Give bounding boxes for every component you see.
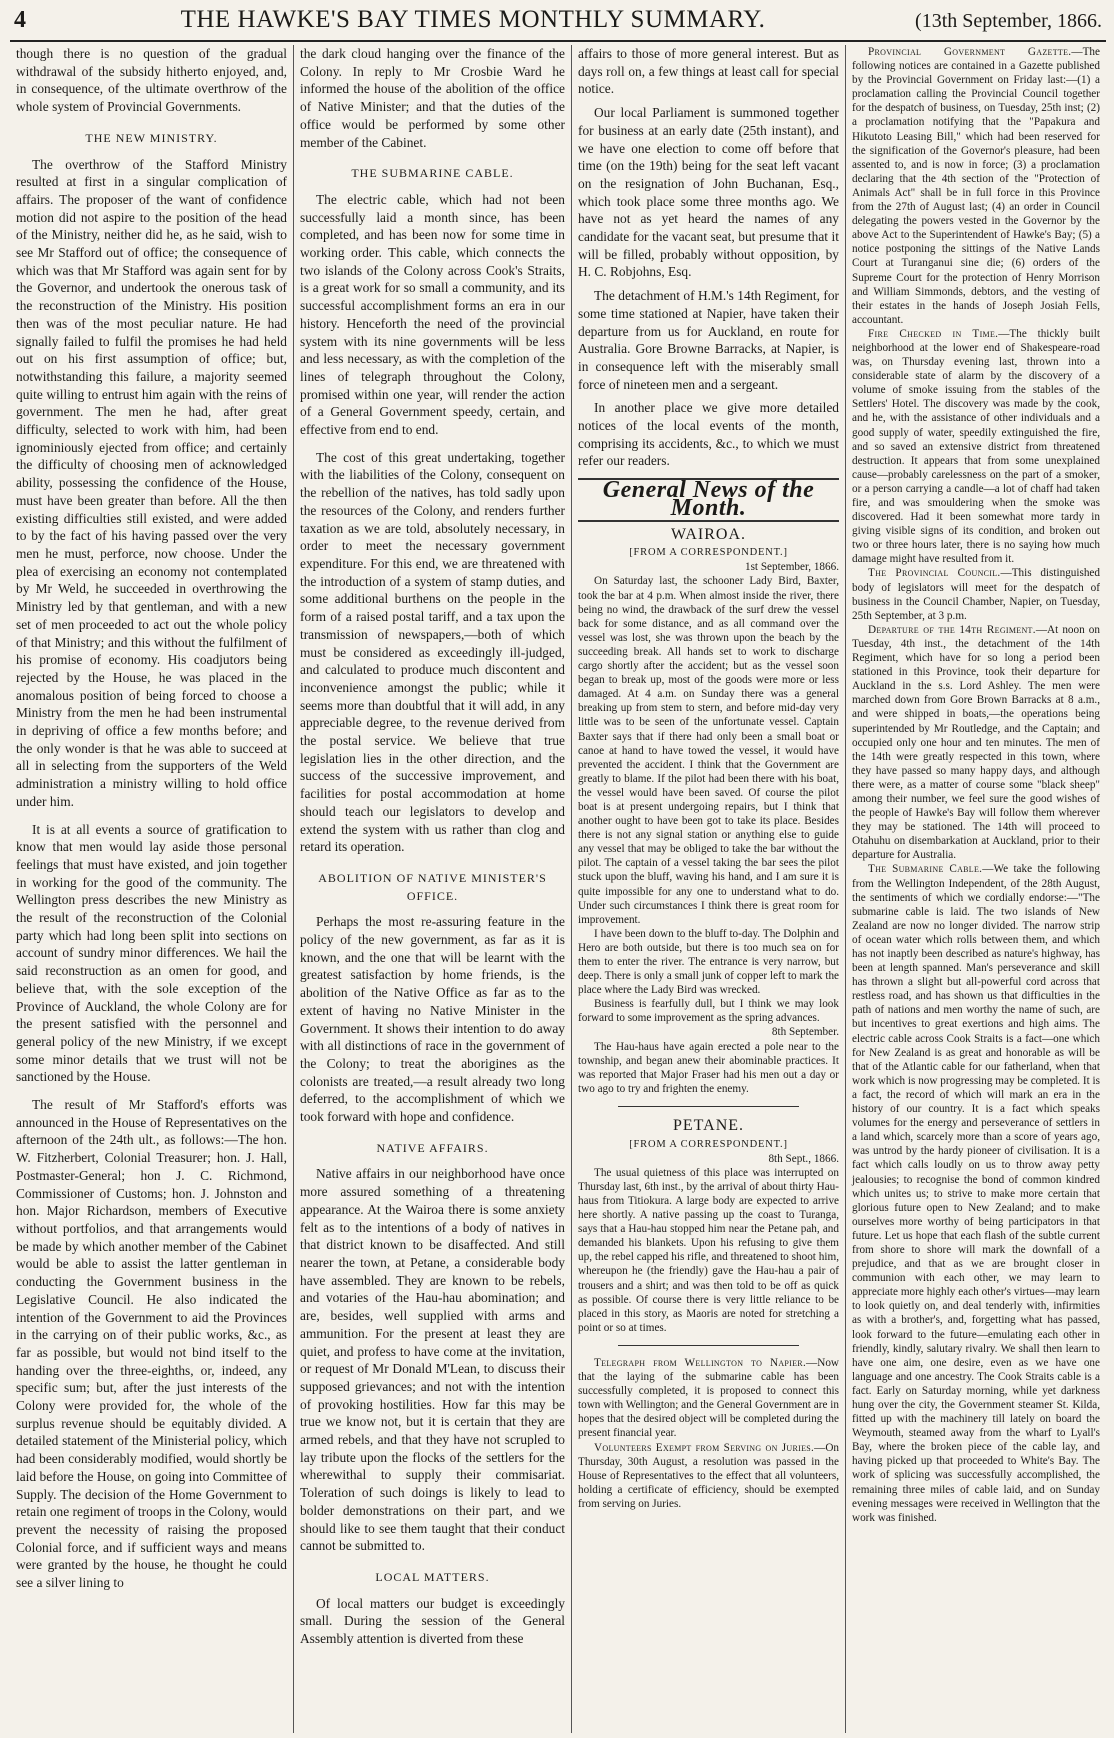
paragraph: Perhaps the most re-assuring feature in the policy of the new government, as far as it is known, and the one that will be learnt with the greatest satisfaction by home friends, is the abolition of the Native Office as far as to the extent of having no Native Minister in the Government. It shows their intention to do away with all distinctions of race in the government of the Colony; to treat the aborigines as the colonists are treated,—a result already two long deferred, to the accomplishment of which we took forward with hope and confidence. (300, 914, 565, 1125)
news-item (852, 327, 1100, 567)
item-text: —On Thursday, 30th August, a resolution was passed in the House of Representatives to the effect that all volunteers, holding a certificate of efficiency, should be exempted from serving on Juries. (578, 1441, 839, 1510)
paragraph: The usual quietness of this place was interrupted on Thursday last, 6th inst., by the arrival of about thirty Hau-haus from Titiokura. A large body are expected to arrive here shortly. A native passing up the coast to Turanga, says that a Hau-hau stopped him near the Petane pah, and demanded his blankets. Upon his refusing to give them up, the rebel capped his rifle, and threatened to shoot him, whereupon he (the friendly) gave the Hau-hau a pair of trousers and a shirt; and was then told to be off as quick as possible. Of course there is very little reliance to be placed in this story, as Maoris are noted for stretching a point or so at times. (578, 1166, 839, 1334)
paragraph: affairs to those of more general interest. But as days roll on, a few things at least call for special notice. (578, 46, 839, 97)
item-heading: Fire Checked in Time. (868, 327, 999, 340)
item-text: —The thickly built neighborhood at the lower end of Shakespeare-road was, on Thursday evening last, thrown into a considerable state of alarm by the discovery of a volume of smoke issuing from the stables of the Settlers' Hotel. The discovery was made by the cook, and he, with the assistance of other individuals and a good supply of water, speedily extinguished the fire, and so saved an extensive district from threatened destruction. It appears that from some unexplained cause—probably carelessness on the part of a smoker, or a person carrying a candle—a lot of chaff had taken fire, and was smouldering when the smoke was discovered. Had it been somewhat more tardy in giving visible signs of its condition, and broken out two or three hours later, there is no saying how much damage might have resulted from it. (852, 327, 1100, 566)
section-heading-local-matters: LOCAL MATTERS. (375, 1569, 490, 1584)
item-heading: Telegraph from Wellington to Napier. (594, 1356, 807, 1369)
section-heading-native-minister: ABOLITION OF NATIVE MINISTER'S OFFICE. (318, 870, 547, 903)
item-text: —Now that the laying of the submarine cable has been successfully completed, it is proposed to connect this town with Wellington; and the General Government are in hopes that the desired object will be completed during the present financial year. (578, 1356, 839, 1440)
page-number: 4 (14, 7, 26, 33)
masthead (10, 6, 1106, 42)
paragraph: The overthrow of the Stafford Ministry resulted at first in a singular complication of affairs. The proposer of the want of confidence motion did not aspire to the position of the head of the Ministry, neither did he, as he said, wish to see Mr Stafford out of office; the consequence of which was that Mr Stafford was again sent for by the Governor, and undertook the onerous task of the reconstruction of the Ministry. His position then was of the most peculiar nature. He had signally failed to fulfil the promises he had held out on his first assumption of office; but, notwithstanding this failure, a majority seemed quite willing to entrust him again with the reins of government. The men he had, after great difficulty, selected to work with him, had been ignominiously ejected from office; and certainly the difficulty of choosing men of acknowledged ability, possessing the confidence of the House, must have been greater than before. All the then existing difficulties still existed, and were added to by the fact of his having passed over the very men he must, perforce, now choose. Under the plea of exercising an economy not contemplated by Mr Weld, he succeeded in overthrowing the Ministry led by that gentleman, and with a new set of men proceeded to act out the whole policy of that Ministry; and this without the fulfilment of his promise of economy. His coadjutors being rejected by the House, he was placed in the anomalous position of being forced to choose a Ministry from the men he had been instrumental in depriving of office a few months before; and the only wonder is that he was able to succeed at all in selecting from the supporters of the Weld administration a ministry willing to hold office under him. (16, 156, 287, 809)
column-4 (845, 45, 1106, 1733)
general-news-banner: General News of the Month. (578, 478, 839, 521)
item-text: —At noon on Tuesday, 4th inst., the detachment of the 14th Regiment, which have for so long a period been stationed in this Province, took their departure for Auckland in the s.s. Lord Ashley. The men were marched down from Gore Brown Barracks at 8 a.m., and were shipped in boats,—the operations being superintended by Mr Routledge, and the Captain; and occupied only one hour and ten minutes. The men of the 14th were greatly respected in this town, where they have passed so many happy days, and although there were, as a matter of course some "black sheep" among their number, we feel sure the good wishes of the people of Hawke's Bay will follow them wherever they may be stationed. The 14th will proceed to Otahuhu on disembarkation at Auckland, prior to their departure for Australia. (852, 623, 1100, 862)
column-1 (10, 45, 293, 1733)
section-heading-new-ministry: THE NEW MINISTRY. (85, 130, 218, 145)
issue-date: (13th September, 1866. (915, 10, 1102, 32)
paragraph: Native affairs in our neighborhood have once more assured something of a threatening appearance. At the Wairoa there is some anxiety felt as to the intentions of a body of natives in that district known to be disaffected. And still nearer the town, at Petane, a considerable body have assembled. They are known to be rebels, and votaries of the Hau-hau abomination; and are, besides, well supplied with arms and ammunition. For the present at least they are quiet, and profess to have come at the invitation, or request of Mr Donald M'Lean, to discuss their supposed grievances; and not with the intention of provoking hostilities. How far this may be true we know not, but it is certain that they are armed rebels, and that they have not scrupled to lay tribute upon the flocks of the settlers for the wherewithal to supply their commisariat. Toleration of such doings is likely to lead to bolder demonstrations on their part, and we should like to see them taught that their conduct cannot be submitted to. (300, 1166, 565, 1554)
item-heading: The Provincial Council. (868, 567, 1001, 580)
dateline: 8th September. (771, 1026, 839, 1039)
paragraph: The result of Mr Stafford's efforts was announced in the House of Representatives on the afternoon of the 24th ult., as follows:—The hon. W. Fitzherbert, Colonial Treasurer; hon. J. Hall, Postmaster-General; hon J. C. Richmond, Commissioner of Customs; hon. J. Johnston and hon. Major Richardson, members of Executive without portfolios, and that arrangements would be made by which another member of the Cabinet would be able to assist the latter gentleman in conducting the Government business in the Legislative Council. He also indicated the intention of the Government to aid the Provinces in the carrying on of their public works, &c., as far as possible, but would not bind itself to the handing over the three-eighths, or, indeed, any specific sum; but, after the just interests of the Colony were provided for, the whole of the surplus revenue should be equitably divided. A detailed statement of the Ministerial policy, which had been considerably modified, would shortly be laid before the House, on going into Committee of Supply. The decision of the Home Government to retain one regiment of troops in the Colony, would prevent the necessity of raising the proposed Colonial force, and if sufficient ways and means were granted by the house, he thought he could see a silver lining to (16, 1097, 287, 1591)
column-3 (571, 45, 845, 1733)
news-item (852, 566, 1100, 622)
column-2 (293, 45, 571, 1733)
correspondent-line: [FROM A CORRESPONDENT.] (629, 547, 788, 559)
news-item (852, 862, 1100, 1524)
paragraph: Our local Parliament is summoned together for business at an early date (25th instant), and we have one election to come off before that time (on the 19th) being for the seat left vacant on the resignation of John Buchanan, Esq., which took place some three months ago. We have not as yet heard the names of any candidate for the vacant seat, but presume that it will be filled, probably without opposition, by H. C. Robjohns, Esq. (578, 105, 839, 280)
place-heading-wairoa: WAIROA. (671, 525, 746, 543)
paragraph: On Saturday last, the schooner Lady Bird, Baxter, took the bar at 4 p.m. When almost inside the river, there being no wind, the drawback of the surf drew the vessel back for some distance, and as all command over the vessel was lost, she was thrown upon the beach by the succeeding break. All hands set to work to discharge cargo shortly after the accident; but as the vessel soon began to break up, most of the goods were more or less damaged. At 4 a.m. on Sunday there was a general breaking up from stem to stern, and before mid-day very little was to be seen of the unfortunate vessel. Captain Baxter says that if there had only been a small boat or canoe at hand to have towed the vessel, it would have prevented the accident. I think that the Government are greatly to blame. If the pilot had been there with his boat, the vessel would have been saved. Of course the pilot boat is at present undergoing repairs, but I think that another ought to have been got to take its place. Besides there is not any signal station or anything else to guide any vessel that may be obliged to take the bar without the pilot. The captain of a vessel taking the bar sees the pilot stuck upon the bluff, waving his hand, and I am sure it is quite impossible for any one to understand what to do. Under such circumstances I think there is great room for improvement. (578, 575, 839, 926)
paragraph: The detachment of H.M.'s 14th Regiment, for some time stationed at Napier, have taken their departure from us for Auckland, en route for Australia. Gore Browne Barracks, at Napier, is in consequence left with the miserably small force of nineteen men and a sergeant. (578, 288, 839, 392)
place-heading-petane: PETANE. (672, 1116, 745, 1134)
columns (10, 45, 1106, 1733)
news-item (578, 1356, 839, 1441)
newspaper-title: THE HAWKE'S BAY TIMES MONTHLY SUMMARY. (180, 6, 766, 33)
paragraph: Business is fearfully dull, but I think we may look forward to some improvement as the spring advances. (578, 998, 839, 1025)
dateline: 8th Sept., 1866. (768, 1152, 839, 1165)
divider (618, 1345, 799, 1346)
paragraph: The electric cable, which had not been successfully laid a month since, has been completed, and has been now for some time in working order. This cable, which connects the two islands of the Colony across Cook's Straits, is a great work for so small a community, and its successful accomplishment forms an era in our history. Henceforth the need of the provincial system with its nine governments will be less and less necessary, as with the completion of the lines of telegraph throughout the Colony, promised within one year, will render the action of a General Government speedy, certain, and effective from end to end. (300, 191, 565, 438)
item-heading: The Submarine Cable. (868, 863, 983, 876)
section-heading-submarine-cable: THE SUBMARINE CABLE. (351, 166, 514, 181)
item-text: —We take the following from the Wellington Independent, of the 28th August, the sentiments of which we cordially endorse:—"The submarine cable is laid. The two islands of New Zealand are now no longer divided. The narrow strip of ocean water which rolls between them, and which has not inaptly been described as nature's highway, has been at length spanned. Man's perseverance and skill has thrown a slight but all-powerful cord across that restless road, and has shown us that difficulties in the path of nations and men worthy the name of such, are but incentives to great exertions and high aims. The electric cable across Cook Straits is a fact—one which for New Zealand is as great and honorable as will be that of the Atlantic cable for our fatherland, when that work which is now progressing may be completed. It is a fact, the record of which will mark an era in the history of our country. It is a fact which speaks volumes for the energy and perseverance of settlers in a land which, scarcely more than a score of years ago, was untrod by the hardy pioneer of civilisation. It is a fact which calls loudly on us to throw away petty jealousies; to recognise the bond of common kindred which unites us; to strive to make more certain that glorious future open to New Zealand; and to make ourselves more worthy of being participators in that future. Let us hope that each flash of the subtle current from shore to shore will mark the downfall of a prejudice, and that as we are brought closer in communion with each other, we may learn to appreciate more highly each other's virtues—may learn to look quietly on, and deal tenderly with, infirmities as with a brother's, and, forgetting what has passed, look forward to the future—emulating each other in friendly, kindly, salutary rivalry. We shall then learn to have one aim, one desire, even as we have one language and one ancestry. The Cook Straits cable is a fact. Early on Saturday morning, while yet darkness hung over the city, the Government steamer St. Kilda, fitted up with the machinery till lately on board the Weymouth, steamed away from the wharf to Lyall's Bay, where the broken piece of the cable lay, and having picked up that proceeded to White's Bay. The work of splicing was successfully accomplished, the remaining three miles of cable laid, and on Sunday evening messages were received in Wellington that the work was finished. (852, 863, 1100, 1524)
news-item (578, 1441, 839, 1511)
news-item (852, 45, 1100, 327)
dateline: 1st September, 1866. (744, 561, 839, 574)
item-heading: Provincial Government Gazette. (868, 46, 1072, 58)
paragraph: It is at all events a source of gratification to know that men would lay aside those personal feelings that must have existed, and join together in working for the good of the community. The Wellington press describes the new Ministry as the result of the reconstruction of the Colonial party which had long been split into sections on account of sundry minor differences. We hail the said reconstruction as an omen for good, and believe that, with the sole exception of the Province of Auckland, the whole Colony are for the present satisfied with the personnel and general policy of the new Ministry, if we except some minor details that we trust will not be sanctioned by the House. (16, 821, 287, 1085)
section-heading-native-affairs: NATIVE AFFAIRS. (376, 1140, 489, 1155)
paragraph: The cost of this great undertaking, together with the liabilities of the Colony, consequent on the rebellion of the natives, has told sadly upon the resources of the Colony, and renders further taxation as we are told, absolutely necessary, in order to meet the necessary government expenditure. For this end, we are threatened with the introduction of a system of stamp duties, and some additional burthens on the people in the form of a raised postal tariff, and a tax upon the transmission of newspapers,—both of which must be considered as exceedingly ill-judged, and calculated to produce much discontent and inconvenience amongst the public; while it seems more than doubtful that it will add, in any appreciable degree, to the revenue derived from the postal service. We believe that true legislation lies in the other direction, and the success of the successive improvement, and facilities for postal accommodation at home should teach our legislators to develop and extend the system with us rather than clog and retard its operation. (300, 449, 565, 855)
paragraph: The Hau-haus have again erected a pole near to the township, and began anew their abominable practices. It was reported that Major Fraser had his men out a day or two ago to try and frighten the enemy. (578, 1040, 839, 1095)
paragraph: though there is no question of the gradual withdrawal of the subsidy hitherto enjoyed, and, in consequence, of the ultimate overthrow of the whole system of Provincial Governments. (16, 46, 287, 115)
item-text: —This distinguished body of legislators will meet for the despatch of business in the Council Chamber, Napier, on Tuesday, 25th September, at 3 p.m. (852, 567, 1100, 622)
news-item (852, 623, 1100, 863)
correspondent-line: [FROM A CORRESPONDENT.] (629, 1138, 788, 1150)
paragraph: I have been down to the bluff to-day. The Dolphin and Hero are both outside, but there is too much sea on for them to enter the river. The entrance is very narrow, but deep. There is only a small junk of copper left to mark the place where the Lady Bird was wrecked. (578, 927, 839, 997)
paragraph: the dark cloud hanging over the finance of the Colony. In reply to Mr Crosbie Ward he informed the house of the abolition of the office of Native Minister; and that the duties of the office would be performed by some other member of the Cabinet. (300, 46, 565, 150)
divider (618, 1106, 799, 1107)
paragraph: In another place we give more detailed notices of the local events of the month, comprising its accidents, &c., to which we must refer our readers. (578, 400, 839, 469)
item-text: —The following notices are contained in a Gazette published by the Provincial Government on Friday last:—(1) a proclamation calling the Provincial Council together for the despatch of business, on Tuesday, 25th inst; (2) a proclamation notifying that the "Papakura and Hikutoto Leasing Bill," which had been reserved for the signification of the Governor's pleasure, had been assented to, and is now in force; (3) a proclamation declaring that the 4th section of the "Protection of Animals Act" shall be in full force in this Province from the 27th of August last; (4) an order in Council delegating the powers vested in the Governor by the above Act to the Superintendent of Hawke's Bay; (5) a notice postponing the sittings of the Native Lands Court at Turanganui sine die; (6) orders of the Supreme Court for the protection of Henry Morrison and William Simmonds, debtors, and the vesting of their estates in the hands of Joseph Josiah Fells, accountant. (852, 46, 1100, 326)
item-heading: Departure of the 14th Regiment. (868, 623, 1036, 636)
paragraph: Of local matters our budget is exceedingly small. During the session of the General Assembly attention is diverted from these (300, 1595, 565, 1647)
item-heading: Volunteers Exempt from Serving on Juries. (594, 1441, 815, 1454)
